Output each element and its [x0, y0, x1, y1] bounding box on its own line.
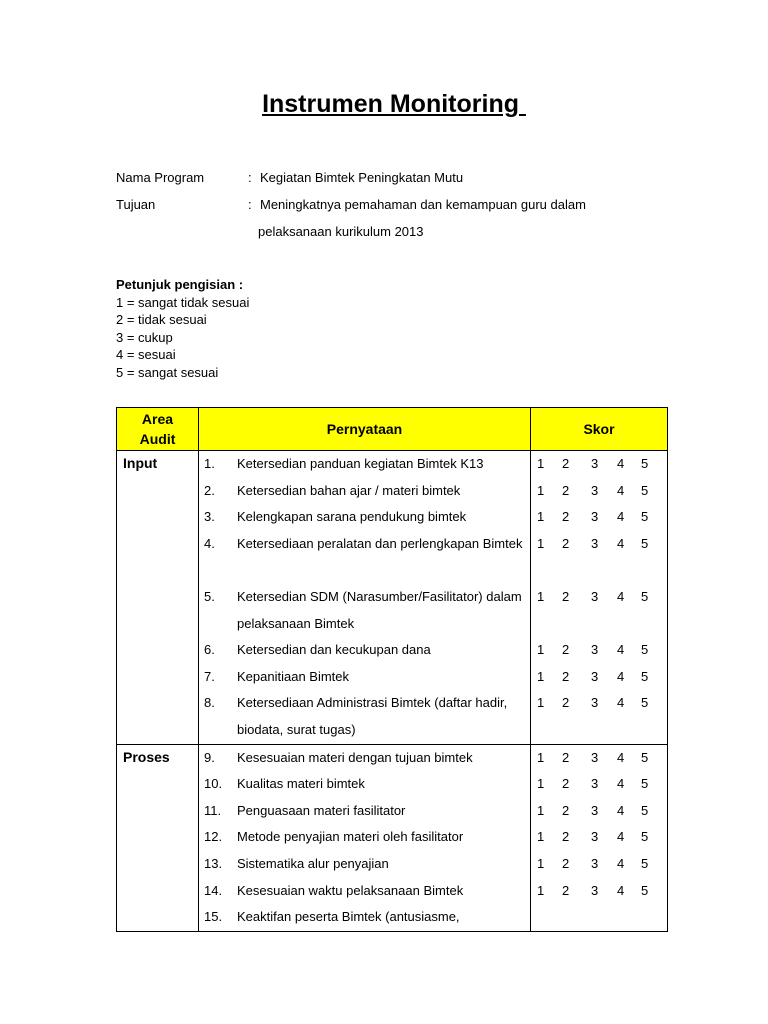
score-option[interactable]: 2 [562, 482, 570, 498]
petunjuk-heading: Petunjuk pengisian : [116, 277, 244, 292]
score-option[interactable]: 1 [537, 642, 545, 658]
score-option[interactable]: 3 [591, 695, 599, 711]
score-row [531, 904, 667, 931]
statement-item [199, 451, 530, 478]
score-row [531, 771, 667, 798]
score-option[interactable]: 3 [591, 509, 599, 525]
header-skor: Skor [531, 408, 668, 451]
score-option[interactable]: 1 [537, 509, 545, 525]
score-option[interactable]: 2 [562, 509, 570, 525]
score-option[interactable]: 4 [617, 776, 625, 792]
statement-text: Ketersediaan peralatan dan perlengkapan Bimtek [237, 535, 523, 551]
score-row [531, 584, 667, 637]
score-option[interactable]: 4 [617, 456, 625, 471]
score-option[interactable]: 5 [641, 776, 649, 792]
table-header-row [117, 408, 668, 451]
statement-item [199, 504, 530, 531]
score-option[interactable]: 4 [617, 509, 625, 525]
area-cell: Input [117, 451, 199, 745]
statement-number: 3. [204, 509, 215, 525]
score-option[interactable]: 3 [591, 482, 599, 498]
header-area-line1: Area [141, 411, 174, 427]
program-colon: : [248, 170, 252, 185]
statement-item [199, 851, 530, 878]
score-option[interactable]: 1 [537, 829, 545, 845]
statement-item [199, 878, 530, 905]
statement-item [199, 904, 530, 931]
monitoring-table [116, 407, 668, 932]
score-option[interactable]: 5 [641, 535, 649, 551]
score-option[interactable]: 1 [537, 482, 545, 498]
table-section-row [117, 451, 668, 745]
tujuan-value-line1: Meningkatnya pemahaman dan kemampuan guru dalam [260, 197, 586, 212]
statements-cell [199, 744, 531, 931]
score-option[interactable]: 2 [562, 749, 570, 765]
statements-cell [199, 451, 531, 745]
statement-text: Kesesuaian materi dengan tujuan bimtek [237, 749, 473, 765]
score-option[interactable]: 4 [617, 642, 625, 658]
score-option[interactable]: 1 [537, 695, 545, 711]
statement-text: Ketersedian dan kecukupan dana [237, 642, 431, 658]
scores-cell [531, 451, 668, 745]
score-option[interactable]: 5 [641, 642, 649, 658]
score-option[interactable]: 1 [537, 749, 545, 765]
score-row [531, 824, 667, 851]
statement-item [199, 531, 530, 584]
statement-number: 2. [204, 482, 215, 498]
score-option[interactable]: 4 [617, 882, 625, 898]
score-option[interactable]: 2 [562, 668, 570, 684]
score-option[interactable]: 1 [537, 882, 545, 898]
score-option[interactable]: 2 [562, 776, 570, 792]
score-row [531, 878, 667, 905]
document-title: Instrumen Monitoring [262, 90, 526, 118]
score-option[interactable]: 5 [641, 695, 649, 711]
score-row [531, 478, 667, 505]
score-option[interactable]: 2 [562, 882, 570, 898]
score-option[interactable]: 3 [591, 588, 599, 604]
statement-text: Ketersedian panduan kegiatan Bimtek K13 [237, 456, 484, 471]
statement-number: 1. [204, 456, 215, 471]
score-option[interactable]: 4 [617, 535, 625, 551]
statement-number: 11. [204, 802, 222, 818]
score-option[interactable]: 3 [591, 829, 599, 845]
score-option[interactable]: 1 [537, 456, 545, 471]
petunjuk-line: 1 = sangat tidak sesuai [116, 294, 250, 310]
score-option[interactable]: 2 [562, 588, 570, 604]
statement-item [199, 637, 530, 664]
score-row [531, 664, 667, 691]
score-option[interactable]: 2 [562, 802, 570, 818]
score-option[interactable]: 4 [617, 695, 625, 711]
statement-number: 8. [204, 695, 215, 711]
statement-text: Kelengkapan sarana pendukung bimtek [237, 509, 467, 525]
score-option[interactable]: 2 [562, 456, 570, 471]
statement-number: 4. [204, 535, 215, 551]
score-option[interactable]: 5 [641, 456, 649, 471]
score-option[interactable]: 5 [641, 749, 649, 765]
score-option[interactable]: 3 [591, 855, 599, 871]
tujuan-colon: : [248, 197, 252, 212]
score-option[interactable]: 1 [537, 668, 545, 684]
score-option[interactable]: 2 [562, 829, 570, 845]
statement-text: Sistematika alur penyajian [237, 855, 389, 871]
score-option[interactable]: 1 [537, 588, 545, 604]
petunjuk-line: 4 = sesuai [116, 347, 176, 363]
score-row [531, 531, 667, 584]
statement-item [199, 798, 530, 825]
header-area-audit [117, 408, 199, 451]
statement-number: 13. [204, 855, 223, 871]
statement-number: 15. [204, 909, 223, 925]
petunjuk-line: 5 = sangat sesuai [116, 364, 219, 380]
tujuan-value-line2: pelaksanaan kurikulum 2013 [258, 224, 424, 239]
score-option[interactable]: 3 [591, 749, 599, 765]
score-row [531, 798, 667, 825]
program-label: Nama Program [116, 170, 205, 185]
score-option[interactable]: 5 [641, 668, 649, 684]
score-option[interactable]: 5 [641, 802, 649, 818]
statement-item [199, 771, 530, 798]
score-option[interactable]: 4 [617, 829, 625, 845]
score-option[interactable]: 5 [641, 855, 649, 871]
score-option[interactable]: 4 [617, 802, 625, 818]
statement-number: 14. [204, 882, 223, 898]
score-option[interactable]: 3 [591, 535, 599, 551]
statement-number: 12. [204, 829, 223, 845]
statement-item [199, 824, 530, 851]
score-option[interactable]: 1 [537, 855, 545, 871]
score-option[interactable]: 5 [641, 482, 649, 498]
score-option[interactable]: 3 [591, 776, 599, 792]
statement-text: Metode penyajian materi oleh fasilitator [237, 829, 464, 845]
score-option[interactable]: 3 [591, 642, 599, 658]
score-option[interactable]: 5 [641, 588, 649, 604]
petunjuk-block [116, 276, 249, 382]
scores-cell [531, 744, 668, 931]
score-option[interactable]: 4 [617, 749, 625, 765]
area-cell: Proses [117, 744, 199, 931]
score-option[interactable]: 3 [591, 882, 599, 898]
score-option[interactable]: 5 [641, 509, 649, 525]
program-value: Kegiatan Bimtek Peningkatan Mutu [260, 170, 464, 185]
statement-number: 6. [204, 642, 215, 658]
score-row [531, 690, 667, 743]
statement-text: Kualitas materi bimtek [237, 776, 365, 792]
score-option[interactable]: 1 [537, 802, 545, 818]
score-option[interactable]: 4 [617, 855, 625, 871]
score-option[interactable]: 2 [562, 535, 570, 551]
score-option[interactable]: 3 [591, 802, 599, 818]
statement-number: 10. [204, 776, 223, 792]
header-pernyataan: Pernyataan [199, 408, 531, 451]
score-option[interactable]: 2 [562, 855, 570, 871]
statement-text: Ketersediaan Administrasi Bimtek (daftar hadir, biodata, surat tugas) [237, 695, 508, 737]
statement-item [199, 584, 530, 637]
header-area-line2: Audit [139, 431, 176, 447]
score-option[interactable]: 4 [617, 668, 625, 684]
score-option[interactable]: 4 [617, 482, 625, 498]
statement-item [199, 690, 530, 743]
score-option[interactable]: 1 [537, 776, 545, 792]
score-option[interactable]: 4 [617, 588, 625, 604]
score-option[interactable]: 5 [641, 882, 649, 898]
score-option[interactable]: 2 [562, 695, 570, 711]
score-row [531, 504, 667, 531]
statement-text: Kesesuaian waktu pelaksanaan Bimtek [237, 882, 464, 898]
statement-item [199, 664, 530, 691]
statement-number: 5. [204, 588, 215, 604]
petunjuk-line: 3 = cukup [116, 329, 173, 345]
statement-text: Penguasaan materi fasilitator [237, 802, 406, 818]
statement-number: 7. [204, 668, 215, 684]
score-row [531, 637, 667, 664]
score-row [531, 745, 667, 772]
tujuan-label: Tujuan [116, 197, 156, 212]
statement-text: Ketersedian bahan ajar / materi bimtek [237, 482, 461, 498]
score-option[interactable]: 3 [591, 668, 599, 684]
score-option[interactable]: 2 [562, 642, 570, 658]
statement-number: 9. [204, 749, 215, 765]
statement-item [199, 478, 530, 505]
statement-item [199, 745, 530, 772]
table-section-row [117, 744, 668, 931]
statement-text: Ketersedian SDM (Narasumber/Fasilitator) dalam pelaksanaan Bimtek [237, 588, 522, 631]
statement-text: Keaktifan peserta Bimtek (antusiasme, [237, 909, 460, 925]
score-option[interactable]: 5 [641, 829, 649, 845]
score-row [531, 851, 667, 878]
score-option[interactable]: 3 [591, 456, 599, 471]
score-option[interactable]: 1 [537, 535, 545, 551]
score-row [531, 451, 667, 478]
petunjuk-line: 2 = tidak sesuai [116, 312, 207, 328]
statement-text: Kepanitiaan Bimtek [237, 668, 350, 684]
